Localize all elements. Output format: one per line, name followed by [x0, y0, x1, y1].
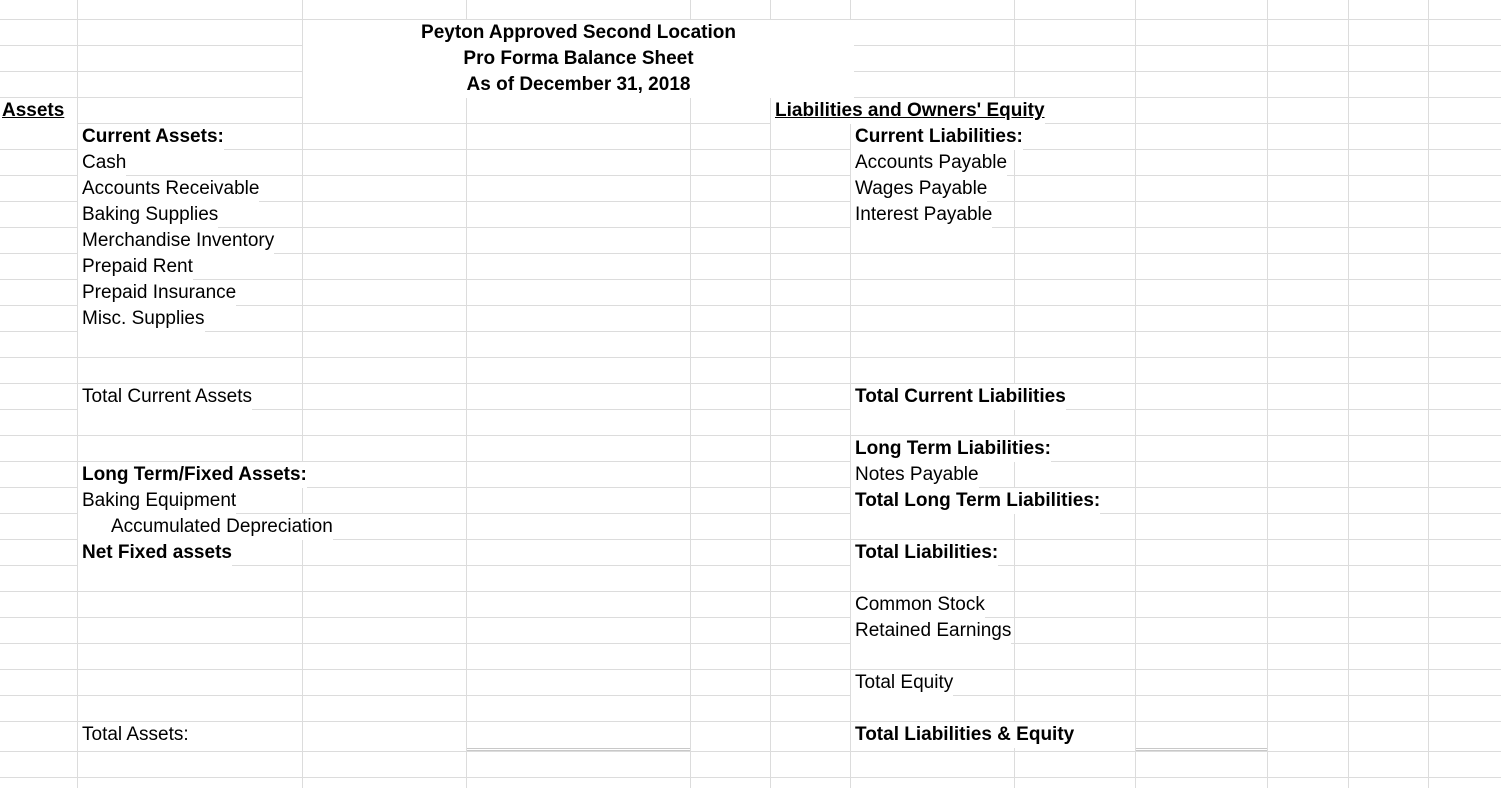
row-gridline [0, 123, 1501, 124]
total-equity[interactable]: Total Equity [851, 670, 953, 696]
asset-baking-equipment[interactable]: Baking Equipment [78, 488, 236, 514]
current-assets-heading[interactable]: Current Assets: [78, 124, 224, 150]
row-gridline [0, 669, 1501, 670]
total-liabilities-and-equity[interactable]: Total Liabilities & Equity [851, 722, 1074, 748]
sheet-title[interactable]: Peyton Approved Second Location [303, 20, 854, 46]
liability-accounts-payable[interactable]: Accounts Payable [851, 150, 1007, 176]
liability-interest-payable[interactable]: Interest Payable [851, 202, 992, 228]
row-gridline [0, 591, 1501, 592]
row-gridline [0, 721, 1501, 722]
liability-wages-payable[interactable]: Wages Payable [851, 176, 987, 202]
net-fixed-assets[interactable]: Net Fixed assets [78, 540, 232, 566]
row-gridline [0, 777, 1501, 778]
liability-notes-payable[interactable]: Notes Payable [851, 462, 979, 488]
row-gridline [0, 331, 1501, 332]
asset-prepaid-insurance[interactable]: Prepaid Insurance [78, 280, 236, 306]
asset-accumulated-depreciation[interactable]: Accumulated Depreciation [78, 514, 333, 540]
fixed-assets-heading[interactable]: Long Term/Fixed Assets: [78, 462, 307, 488]
total-long-term-liabilities[interactable]: Total Long Term Liabilities: [851, 488, 1100, 514]
asset-misc-supplies[interactable]: Misc. Supplies [78, 306, 205, 332]
row-gridline [0, 357, 1501, 358]
total-current-liabilities[interactable]: Total Current Liabilities [851, 384, 1066, 410]
liabilities-equity-heading[interactable]: Liabilities and Owners' Equity [771, 98, 1045, 124]
total-assets[interactable]: Total Assets: [78, 722, 189, 748]
row-gridline [0, 751, 1501, 752]
row-gridline [0, 643, 1501, 644]
long-term-liabilities-heading[interactable]: Long Term Liabilities: [851, 436, 1051, 462]
assets-heading[interactable]: Assets [0, 98, 77, 124]
total-assets-double-underline [467, 748, 690, 751]
row-gridline [0, 149, 1501, 150]
asset-merchandise-inventory[interactable]: Merchandise Inventory [78, 228, 274, 254]
row-gridline [0, 617, 1501, 618]
equity-retained-earnings[interactable]: Retained Earnings [851, 618, 1011, 644]
total-liabilities[interactable]: Total Liabilities: [851, 540, 998, 566]
row-gridline [0, 435, 1501, 436]
sheet-date[interactable]: As of December 31, 2018 [303, 72, 854, 98]
total-liabilities-equity-double-underline [1136, 748, 1267, 751]
asset-accounts-receivable[interactable]: Accounts Receivable [78, 176, 259, 202]
total-current-assets[interactable]: Total Current Assets [78, 384, 252, 410]
sheet-subtitle[interactable]: Pro Forma Balance Sheet [303, 46, 854, 72]
asset-prepaid-rent[interactable]: Prepaid Rent [78, 254, 193, 280]
equity-common-stock[interactable]: Common Stock [851, 592, 985, 618]
current-liabilities-heading[interactable]: Current Liabilities: [851, 124, 1023, 150]
asset-cash[interactable]: Cash [78, 150, 126, 176]
row-gridline [0, 695, 1501, 696]
asset-baking-supplies[interactable]: Baking Supplies [78, 202, 218, 228]
